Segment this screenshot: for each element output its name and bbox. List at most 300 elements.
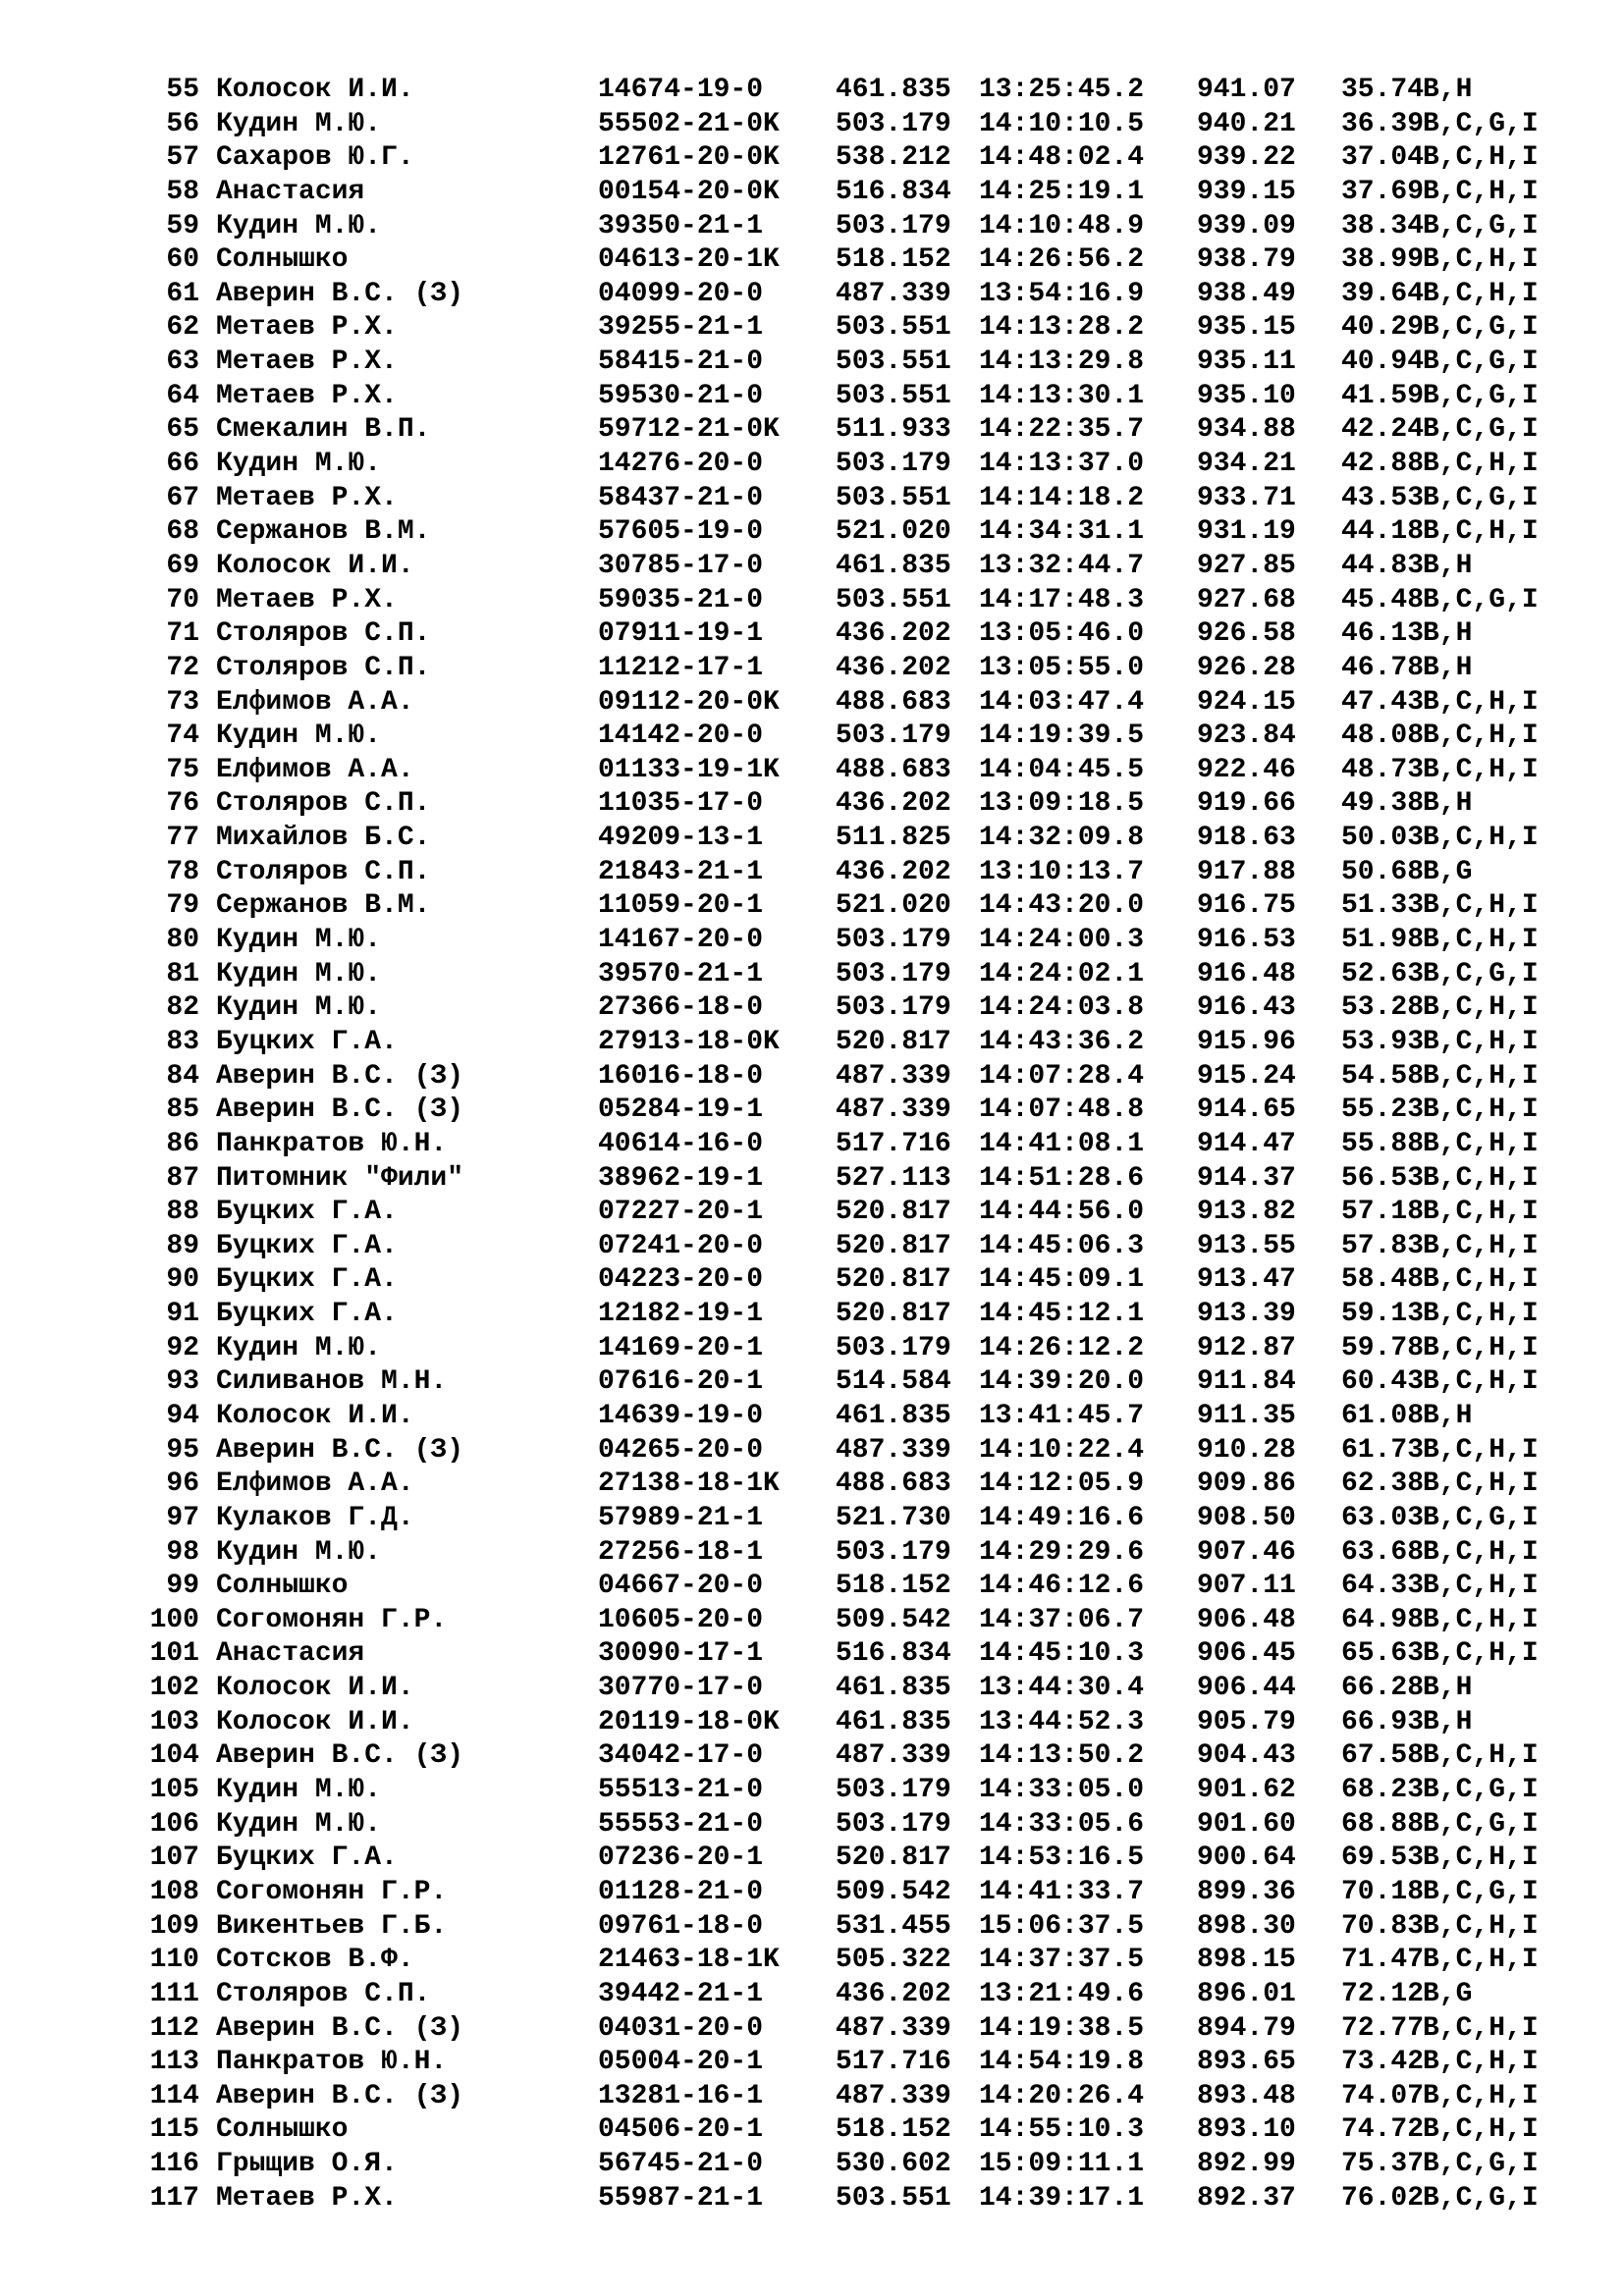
speed-cell: 914.47 — [1197, 1128, 1296, 1159]
distance-cell: 517.716 — [836, 2047, 951, 2078]
categories-cell: B,C,G,I — [1423, 1502, 1539, 1533]
fancier-name-cell: Колосок И.И. — [216, 75, 414, 105]
place-cell: 89 — [166, 1230, 199, 1261]
ring-number-cell: 09112-20-0K — [598, 686, 780, 718]
categories-cell: B,C,G,I — [1423, 1808, 1539, 1840]
place-cell: 66 — [166, 449, 199, 480]
arrival-time-cell: 14:19:38.5 — [979, 2012, 1145, 2044]
coefficient-cell: 72.77 — [1341, 2012, 1425, 2044]
distance-cell: 509.542 — [836, 1604, 951, 1635]
categories-cell: B,H — [1423, 1673, 1473, 1704]
fancier-name-cell: Метаев Р.Х. — [216, 482, 398, 513]
table-row — [0, 1808, 1624, 1842]
distance-cell: 487.339 — [836, 278, 951, 309]
fancier-name-cell: Буцких Г.А. — [216, 1026, 398, 1057]
coefficient-cell: 66.93 — [1341, 1706, 1425, 1737]
arrival-time-cell: 14:48:02.4 — [979, 142, 1145, 174]
table-row — [0, 1739, 1624, 1774]
table-row — [0, 856, 1624, 890]
table-row — [0, 176, 1624, 210]
table-row — [0, 448, 1624, 482]
arrival-time-cell: 14:10:48.9 — [979, 210, 1145, 241]
ring-number-cell: 40614-16-0 — [598, 1128, 764, 1159]
categories-cell: B,G — [1423, 1978, 1473, 2009]
place-cell: 79 — [166, 890, 199, 922]
fancier-name-cell: Кудин М.Ю. — [216, 925, 382, 956]
place-cell: 99 — [166, 1571, 199, 1602]
categories-cell: B,C,G,I — [1423, 1876, 1539, 1907]
fancier-name-cell: Кудин М.Ю. — [216, 1332, 382, 1363]
place-cell: 100 — [149, 1604, 199, 1635]
place-cell: 97 — [166, 1502, 199, 1533]
coefficient-cell: 63.68 — [1341, 1536, 1425, 1568]
categories-cell: B,C,H,I — [1423, 449, 1539, 480]
ring-number-cell: 00154-20-0K — [598, 176, 780, 207]
fancier-name-cell: Смекалин В.П. — [216, 414, 431, 446]
ring-number-cell: 07236-20-1 — [598, 1842, 764, 1874]
fancier-name-cell: Аверин В.С. (З) — [216, 1434, 464, 1466]
coefficient-cell: 70.83 — [1341, 1910, 1425, 1942]
fancier-name-cell: Кулаков Г.Д. — [216, 1502, 414, 1533]
speed-cell: 917.88 — [1197, 856, 1296, 887]
categories-cell: B,C,H,I — [1423, 1332, 1539, 1363]
categories-cell: B,C,H,I — [1423, 176, 1539, 207]
arrival-time-cell: 14:39:20.0 — [979, 1366, 1145, 1398]
distance-cell: 503.551 — [836, 482, 951, 513]
arrival-time-cell: 14:51:28.6 — [979, 1162, 1145, 1194]
arrival-time-cell: 14:32:09.8 — [979, 823, 1145, 854]
distance-cell: 487.339 — [836, 1740, 951, 1772]
arrival-time-cell: 14:46:12.6 — [979, 1571, 1145, 1602]
place-cell: 108 — [149, 1876, 199, 1907]
ring-number-cell: 38962-19-1 — [598, 1162, 764, 1194]
speed-cell: 901.60 — [1197, 1808, 1296, 1840]
speed-cell: 935.11 — [1197, 347, 1296, 378]
categories-cell: B,G — [1423, 856, 1473, 887]
place-cell: 81 — [166, 958, 199, 989]
categories-cell: B,C,H,I — [1423, 1434, 1539, 1466]
table-row — [0, 1400, 1624, 1434]
place-cell: 94 — [166, 1400, 199, 1431]
distance-cell: 461.835 — [836, 1400, 951, 1431]
table-row — [0, 2113, 1624, 2148]
fancier-name-cell: Елфимов А.А. — [216, 1468, 414, 1500]
arrival-time-cell: 14:07:48.8 — [979, 1095, 1145, 1126]
arrival-time-cell: 14:37:06.7 — [979, 1604, 1145, 1635]
speed-cell: 916.75 — [1197, 890, 1296, 922]
coefficient-cell: 48.73 — [1341, 754, 1425, 785]
fancier-name-cell: Сержанов В.М. — [216, 890, 431, 922]
coefficient-cell: 39.64 — [1341, 278, 1425, 309]
speed-cell: 916.53 — [1197, 925, 1296, 956]
categories-cell: B,C,G,I — [1423, 482, 1539, 513]
arrival-time-cell: 14:49:16.6 — [979, 1502, 1145, 1533]
arrival-time-cell: 14:39:17.1 — [979, 2182, 1145, 2214]
coefficient-cell: 46.13 — [1341, 618, 1425, 650]
categories-cell: B,H — [1423, 1706, 1473, 1737]
categories-cell: B,C,H,I — [1423, 890, 1539, 922]
table-row — [0, 889, 1624, 924]
speed-cell: 924.15 — [1197, 686, 1296, 718]
ring-number-cell: 07241-20-0 — [598, 1230, 764, 1261]
coefficient-cell: 67.58 — [1341, 1740, 1425, 1772]
place-cell: 85 — [166, 1095, 199, 1126]
fancier-name-cell: Силиванов М.Н. — [216, 1366, 448, 1398]
fancier-name-cell: Столяров С.П. — [216, 618, 431, 650]
place-cell: 105 — [149, 1775, 199, 1806]
table-row — [0, 1570, 1624, 1604]
arrival-time-cell: 14:43:20.0 — [979, 890, 1145, 922]
speed-cell: 892.37 — [1197, 2182, 1296, 2214]
categories-cell: B,C,H,I — [1423, 754, 1539, 785]
speed-cell: 922.46 — [1197, 754, 1296, 785]
distance-cell: 503.551 — [836, 347, 951, 378]
fancier-name-cell: Колосок И.И. — [216, 550, 414, 581]
ring-number-cell: 30770-17-0 — [598, 1673, 764, 1704]
categories-cell: B,C,H,I — [1423, 2012, 1539, 2044]
distance-cell: 503.551 — [836, 2182, 951, 2214]
ring-number-cell: 12761-20-0K — [598, 142, 780, 174]
speed-cell: 913.47 — [1197, 1264, 1296, 1296]
distance-cell: 520.817 — [836, 1197, 951, 1228]
speed-cell: 905.79 — [1197, 1706, 1296, 1737]
place-cell: 60 — [166, 244, 199, 276]
speed-cell: 906.44 — [1197, 1673, 1296, 1704]
speed-cell: 934.88 — [1197, 414, 1296, 446]
distance-cell: 503.179 — [836, 1536, 951, 1568]
categories-cell: B,C,H,I — [1423, 244, 1539, 276]
table-row — [0, 1060, 1624, 1095]
table-row — [0, 1944, 1624, 1978]
categories-cell: B,C,H,I — [1423, 1366, 1539, 1398]
arrival-time-cell: 14:24:03.8 — [979, 992, 1145, 1024]
table-row — [0, 1672, 1624, 1706]
place-cell: 104 — [149, 1740, 199, 1772]
ring-number-cell: 55502-21-0K — [598, 108, 780, 139]
categories-cell: B,C,G,I — [1423, 2182, 1539, 2214]
fancier-name-cell: Кудин М.Ю. — [216, 992, 382, 1024]
place-cell: 111 — [149, 1978, 199, 2009]
categories-cell: B,C,H,I — [1423, 1264, 1539, 1296]
distance-cell: 503.179 — [836, 958, 951, 989]
fancier-name-cell: Аверин В.С. (З) — [216, 2012, 464, 2044]
speed-cell: 940.21 — [1197, 108, 1296, 139]
place-cell: 75 — [166, 754, 199, 785]
categories-cell: B,C,H,I — [1423, 2080, 1539, 2111]
place-cell: 77 — [166, 823, 199, 854]
ring-number-cell: 14276-20-0 — [598, 449, 764, 480]
coefficient-cell: 44.83 — [1341, 550, 1425, 581]
arrival-time-cell: 13:32:44.7 — [979, 550, 1145, 581]
ring-number-cell: 21843-21-1 — [598, 856, 764, 887]
distance-cell: 521.020 — [836, 890, 951, 922]
categories-cell: B,C,G,I — [1423, 108, 1539, 139]
ring-number-cell: 59530-21-0 — [598, 380, 764, 411]
fancier-name-cell: Сержанов В.М. — [216, 516, 431, 548]
distance-cell: 511.825 — [836, 823, 951, 854]
fancier-name-cell: Анастасия — [216, 176, 365, 207]
place-cell: 76 — [166, 788, 199, 820]
distance-cell: 520.817 — [836, 1026, 951, 1057]
coefficient-cell: 44.18 — [1341, 516, 1425, 548]
speed-cell: 904.43 — [1197, 1740, 1296, 1772]
place-cell: 113 — [149, 2047, 199, 2078]
distance-cell: 503.551 — [836, 584, 951, 615]
speed-cell: 911.84 — [1197, 1366, 1296, 1398]
fancier-name-cell: Елфимов А.А. — [216, 686, 414, 718]
arrival-time-cell: 14:07:28.4 — [979, 1060, 1145, 1092]
place-cell: 87 — [166, 1162, 199, 1194]
distance-cell: 518.152 — [836, 2114, 951, 2146]
categories-cell: B,C,H,I — [1423, 1026, 1539, 1057]
table-row — [0, 1128, 1624, 1162]
ring-number-cell: 55553-21-0 — [598, 1808, 764, 1840]
arrival-time-cell: 14:45:12.1 — [979, 1299, 1145, 1330]
table-row — [0, 1026, 1624, 1060]
fancier-name-cell: Солнышко — [216, 244, 349, 276]
ring-number-cell: 07911-19-1 — [598, 618, 764, 650]
speed-cell: 913.82 — [1197, 1197, 1296, 1228]
distance-cell: 503.179 — [836, 925, 951, 956]
coefficient-cell: 37.69 — [1341, 176, 1425, 207]
arrival-time-cell: 14:33:05.6 — [979, 1808, 1145, 1840]
distance-cell: 487.339 — [836, 1060, 951, 1092]
coefficient-cell: 53.93 — [1341, 1026, 1425, 1057]
coefficient-cell: 40.94 — [1341, 347, 1425, 378]
speed-cell: 916.43 — [1197, 992, 1296, 1024]
distance-cell: 503.551 — [836, 380, 951, 411]
table-row — [0, 1434, 1624, 1468]
table-row — [0, 787, 1624, 822]
coefficient-cell: 38.34 — [1341, 210, 1425, 241]
distance-cell: 488.683 — [836, 686, 951, 718]
place-cell: 106 — [149, 1808, 199, 1840]
fancier-name-cell: Сотсков В.Ф. — [216, 1945, 414, 1976]
coefficient-cell: 50.03 — [1341, 823, 1425, 854]
ring-number-cell: 05004-20-1 — [598, 2047, 764, 2078]
arrival-time-cell: 14:43:36.2 — [979, 1026, 1145, 1057]
categories-cell: B,C,G,I — [1423, 380, 1539, 411]
arrival-time-cell: 14:24:00.3 — [979, 925, 1145, 956]
speed-cell: 939.22 — [1197, 142, 1296, 174]
coefficient-cell: 74.07 — [1341, 2080, 1425, 2111]
distance-cell: 487.339 — [836, 1095, 951, 1126]
ring-number-cell: 30090-17-1 — [598, 1638, 764, 1670]
coefficient-cell: 58.48 — [1341, 1264, 1425, 1296]
fancier-name-cell: Кудин М.Ю. — [216, 721, 382, 752]
ring-number-cell: 57605-19-0 — [598, 516, 764, 548]
place-cell: 90 — [166, 1264, 199, 1296]
distance-cell: 461.835 — [836, 1706, 951, 1737]
coefficient-cell: 68.23 — [1341, 1775, 1425, 1806]
table-row — [0, 1536, 1624, 1571]
fancier-name-cell: Михайлов Б.С. — [216, 823, 431, 854]
categories-cell: B,C,H,I — [1423, 1060, 1539, 1092]
coefficient-cell: 69.53 — [1341, 1842, 1425, 1874]
fancier-name-cell: Метаев Р.Х. — [216, 2182, 398, 2214]
coefficient-cell: 63.03 — [1341, 1502, 1425, 1533]
distance-cell: 461.835 — [836, 550, 951, 581]
ring-number-cell: 01128-21-0 — [598, 1876, 764, 1907]
categories-cell: B,H — [1423, 618, 1473, 650]
table-row — [0, 1094, 1624, 1128]
fancier-name-cell: Викентьев Г.Б. — [216, 1910, 448, 1942]
speed-cell: 933.71 — [1197, 482, 1296, 513]
coefficient-cell: 62.38 — [1341, 1468, 1425, 1500]
place-cell: 73 — [166, 686, 199, 718]
place-cell: 115 — [149, 2114, 199, 2146]
distance-cell: 521.020 — [836, 516, 951, 548]
ring-number-cell: 14169-20-1 — [598, 1332, 764, 1363]
speed-cell: 914.37 — [1197, 1162, 1296, 1194]
ring-number-cell: 07616-20-1 — [598, 1366, 764, 1398]
arrival-time-cell: 14:03:47.4 — [979, 686, 1145, 718]
categories-cell: B,H — [1423, 550, 1473, 581]
arrival-time-cell: 14:45:09.1 — [979, 1264, 1145, 1296]
arrival-time-cell: 14:33:05.0 — [979, 1775, 1145, 1806]
coefficient-cell: 45.48 — [1341, 584, 1425, 615]
arrival-time-cell: 14:13:28.2 — [979, 312, 1145, 344]
place-cell: 78 — [166, 856, 199, 887]
speed-cell: 935.10 — [1197, 380, 1296, 411]
table-row — [0, 1263, 1624, 1298]
distance-cell: 511.933 — [836, 414, 951, 446]
coefficient-cell: 70.18 — [1341, 1876, 1425, 1907]
ring-number-cell: 11059-20-1 — [598, 890, 764, 922]
categories-cell: B,C,H,I — [1423, 686, 1539, 718]
distance-cell: 503.179 — [836, 108, 951, 139]
categories-cell: B,C,H,I — [1423, 1299, 1539, 1330]
ring-number-cell: 59712-21-0K — [598, 414, 780, 446]
coefficient-cell: 55.23 — [1341, 1095, 1425, 1126]
arrival-time-cell: 14:17:48.3 — [979, 584, 1145, 615]
fancier-name-cell: Метаев Р.Х. — [216, 380, 398, 411]
table-row — [0, 1876, 1624, 1910]
distance-cell: 518.152 — [836, 244, 951, 276]
coefficient-cell: 59.13 — [1341, 1299, 1425, 1330]
ring-number-cell: 04265-20-0 — [598, 1434, 764, 1466]
ring-number-cell: 55987-21-1 — [598, 2182, 764, 2214]
fancier-name-cell: Согомонян Г.Р. — [216, 1604, 448, 1635]
coefficient-cell: 38.99 — [1341, 244, 1425, 276]
arrival-time-cell: 14:19:39.5 — [979, 721, 1145, 752]
fancier-name-cell: Кудин М.Ю. — [216, 210, 382, 241]
fancier-name-cell: Колосок И.И. — [216, 1706, 414, 1737]
fancier-name-cell: Аверин В.С. (З) — [216, 1095, 464, 1126]
place-cell: 103 — [149, 1706, 199, 1737]
speed-cell: 934.21 — [1197, 449, 1296, 480]
arrival-time-cell: 14:13:30.1 — [979, 380, 1145, 411]
distance-cell: 520.817 — [836, 1230, 951, 1261]
arrival-time-cell: 13:09:18.5 — [979, 788, 1145, 820]
arrival-time-cell: 14:22:35.7 — [979, 414, 1145, 446]
table-row — [0, 1774, 1624, 1808]
place-cell: 70 — [166, 584, 199, 615]
place-cell: 61 — [166, 278, 199, 309]
categories-cell: B,C,H,I — [1423, 1740, 1539, 1772]
categories-cell: B,C,H,I — [1423, 142, 1539, 174]
distance-cell: 531.455 — [836, 1910, 951, 1942]
fancier-name-cell: Панкратов Ю.Н. — [216, 1128, 448, 1159]
coefficient-cell: 64.33 — [1341, 1571, 1425, 1602]
ring-number-cell: 05284-19-1 — [598, 1095, 764, 1126]
place-cell: 65 — [166, 414, 199, 446]
distance-cell: 527.113 — [836, 1162, 951, 1194]
fancier-name-cell: Аверин В.С. (З) — [216, 1740, 464, 1772]
distance-cell: 461.835 — [836, 75, 951, 105]
distance-cell: 503.179 — [836, 992, 951, 1024]
fancier-name-cell: Кудин М.Ю. — [216, 449, 382, 480]
fancier-name-cell: Сахаров Ю.Г. — [216, 142, 414, 174]
distance-cell: 487.339 — [836, 2012, 951, 2044]
arrival-time-cell: 14:53:16.5 — [979, 1842, 1145, 1874]
categories-cell: B,C,H,I — [1423, 1571, 1539, 1602]
table-row — [0, 1978, 1624, 2012]
table-row — [0, 108, 1624, 142]
distance-cell: 503.179 — [836, 1808, 951, 1840]
results-table — [0, 74, 1624, 2216]
arrival-time-cell: 13:44:52.3 — [979, 1706, 1145, 1737]
arrival-time-cell: 13:10:13.7 — [979, 856, 1145, 887]
coefficient-cell: 72.12 — [1341, 1978, 1425, 2009]
table-row — [0, 2148, 1624, 2182]
ring-number-cell: 27913-18-0K — [598, 1026, 780, 1057]
speed-cell: 906.45 — [1197, 1638, 1296, 1670]
categories-cell: B,C,H,I — [1423, 1910, 1539, 1942]
categories-cell: B,C,G,I — [1423, 312, 1539, 344]
coefficient-cell: 64.98 — [1341, 1604, 1425, 1635]
place-cell: 91 — [166, 1299, 199, 1330]
table-row — [0, 1604, 1624, 1638]
table-row — [0, 2012, 1624, 2047]
ring-number-cell: 14142-20-0 — [598, 721, 764, 752]
coefficient-cell: 75.37 — [1341, 2149, 1425, 2180]
place-cell: 71 — [166, 618, 199, 650]
distance-cell: 503.179 — [836, 449, 951, 480]
speed-cell: 939.15 — [1197, 176, 1296, 207]
coefficient-cell: 35.74 — [1341, 75, 1425, 105]
fancier-name-cell: Грыщив О.Я. — [216, 2149, 398, 2180]
table-row — [0, 311, 1624, 346]
categories-cell: B,C,H,I — [1423, 2047, 1539, 2078]
place-cell: 101 — [149, 1638, 199, 1670]
arrival-time-cell: 14:13:50.2 — [979, 1740, 1145, 1772]
arrival-time-cell: 13:05:46.0 — [979, 618, 1145, 650]
coefficient-cell: 61.73 — [1341, 1434, 1425, 1466]
coefficient-cell: 57.18 — [1341, 1197, 1425, 1228]
place-cell: 110 — [149, 1945, 199, 1976]
table-row — [0, 515, 1624, 550]
ring-number-cell: 14639-19-0 — [598, 1400, 764, 1431]
arrival-time-cell: 13:41:45.7 — [979, 1400, 1145, 1431]
speed-cell: 926.28 — [1197, 652, 1296, 683]
categories-cell: B,C,G,I — [1423, 414, 1539, 446]
table-row — [0, 754, 1624, 788]
distance-cell: 538.212 — [836, 142, 951, 174]
place-cell: 68 — [166, 516, 199, 548]
ring-number-cell: 07227-20-1 — [598, 1197, 764, 1228]
fancier-name-cell: Метаев Р.Х. — [216, 347, 398, 378]
ring-number-cell: 01133-19-1K — [598, 754, 780, 785]
place-cell: 67 — [166, 482, 199, 513]
ring-number-cell: 11212-17-1 — [598, 652, 764, 683]
table-row — [0, 2080, 1624, 2114]
speed-cell: 938.79 — [1197, 244, 1296, 276]
table-row — [0, 958, 1624, 992]
fancier-name-cell: Аверин В.С. (З) — [216, 2080, 464, 2111]
distance-cell: 521.730 — [836, 1502, 951, 1533]
table-row — [0, 617, 1624, 652]
